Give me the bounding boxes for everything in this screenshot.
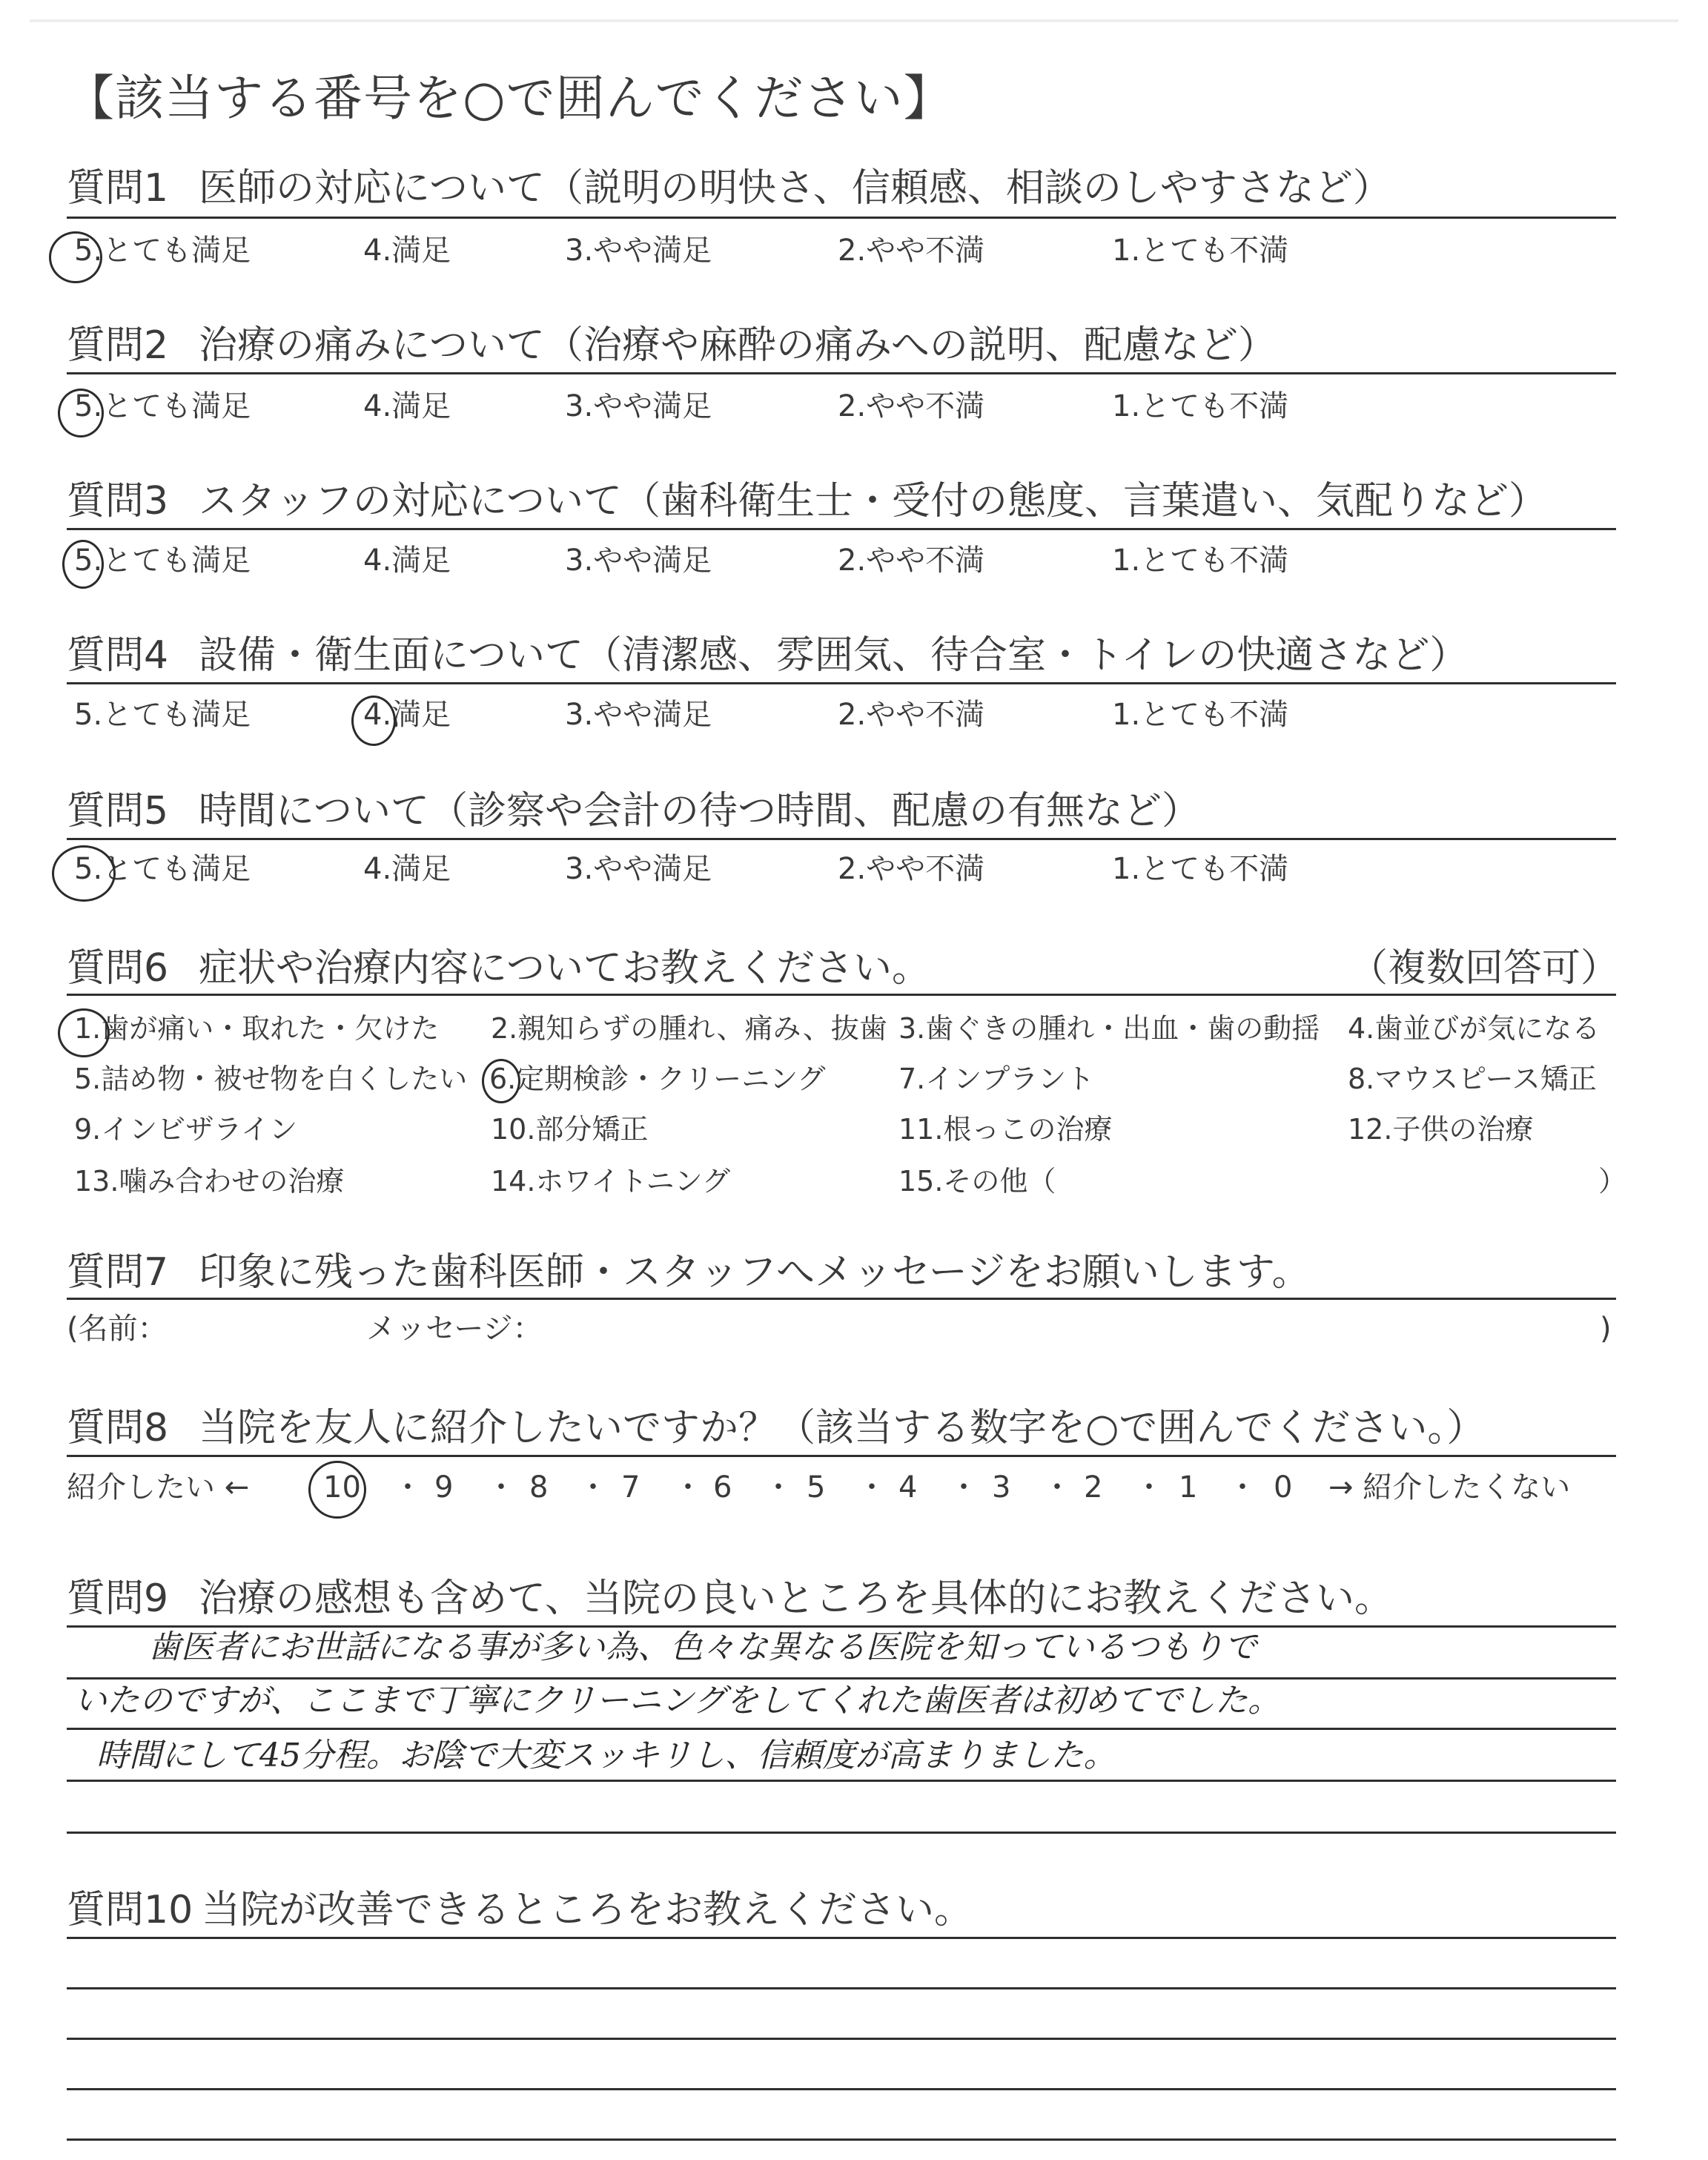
q4-selected-circle: [351, 696, 396, 746]
q9-answer-line: [67, 1780, 1616, 1782]
q1-selected-circle: [49, 231, 102, 283]
page-top-edge: [30, 19, 1678, 22]
q8-scale-5[interactable]: 5: [807, 1470, 826, 1505]
q8-dot: ・: [949, 1470, 979, 1505]
q1-rule: [67, 217, 1616, 219]
q8-scale-1[interactable]: 1: [1179, 1470, 1198, 1505]
q9-answer-line: [67, 1677, 1616, 1680]
q8-selected-circle: [308, 1461, 366, 1519]
q6-text: 症状や治療内容についてお教えください。: [199, 946, 930, 991]
q8-right-label: → 紹介したくない: [1328, 1470, 1571, 1505]
q10-answer-line: [67, 2088, 1616, 2090]
q6-item-12[interactable]: 12.子供の治療: [1348, 1113, 1534, 1146]
q10-label: 質問10: [67, 1888, 193, 1932]
q6-item-2[interactable]: 2.親知らずの腫れ、痛み、抜歯: [491, 1012, 887, 1045]
q5-label: 質問5: [67, 789, 169, 833]
q2-option-5[interactable]: 5.とても満足: [74, 389, 251, 423]
q1-option-5[interactable]: 5.とても満足: [74, 234, 251, 268]
q3-option-1[interactable]: 1.とても不満: [1112, 544, 1289, 578]
q7-text: 印象に残った歯科医師・スタッフへメッセージをお願いします。: [199, 1250, 1311, 1295]
q8-dot: ・: [393, 1470, 423, 1505]
q3-option-5[interactable]: 5.とても満足: [74, 544, 251, 578]
q5-option-2[interactable]: 2.やや不満: [838, 852, 985, 886]
q5-rule: [67, 838, 1616, 840]
q4-option-1[interactable]: 1.とても不満: [1112, 698, 1289, 732]
q8-dot: ・: [1042, 1470, 1072, 1505]
q3-option-3[interactable]: 3.やや満足: [565, 544, 712, 578]
q5-text: 時間について（診察や会計の待つ時間、配慮の有無など）: [199, 789, 1200, 833]
q8-scale-0[interactable]: 0: [1274, 1470, 1293, 1505]
q8-scale-10[interactable]: 10: [323, 1470, 361, 1505]
q8-dot: ・: [1134, 1470, 1164, 1505]
q6-item-14[interactable]: 14.ホワイトニング: [491, 1165, 731, 1198]
q2-text: 治療の痛みについて（治療や麻酔の痛みへの説明、配慮など）: [199, 323, 1277, 368]
q6-rule: [67, 994, 1616, 996]
q9-answer-line: [67, 1728, 1616, 1730]
q10-text: 当院が改善できるところをお教えください。: [202, 1888, 973, 1932]
q3-rule: [67, 528, 1616, 530]
q9-answer-line: [67, 1832, 1616, 1834]
q3-text: スタッフの対応について（歯科衛生士・受付の態度、言葉遣い、気配りなど）: [199, 479, 1547, 524]
q10-rule: [67, 1937, 1616, 1939]
q9-answer-line-2: いたのですが、ここまで丁寧にクリーニングをしてくれた歯医者は初めてでした。: [74, 1682, 1281, 1720]
q8-scale-8[interactable]: 8: [529, 1470, 549, 1505]
q5-selected-circle: [52, 845, 116, 902]
q3-selected-circle: [62, 540, 104, 589]
q6-item-4[interactable]: 4.歯並びが気になる: [1348, 1012, 1601, 1045]
q6-selected-circle-6: [482, 1059, 520, 1103]
q5-option-1[interactable]: 1.とても不満: [1112, 852, 1289, 886]
q6-item-15[interactable]: 15.その他（: [898, 1165, 1056, 1198]
q4-option-2[interactable]: 2.やや不満: [838, 698, 985, 732]
q4-rule: [67, 682, 1616, 684]
q6-multiple-note: （複数回答可）: [1349, 946, 1620, 991]
q6-item-11[interactable]: 11.根っこの治療: [898, 1113, 1113, 1146]
q9-label: 質問9: [67, 1576, 169, 1621]
q8-label: 質問8: [67, 1406, 169, 1450]
q6-item-10[interactable]: 10.部分矯正: [491, 1113, 649, 1146]
q1-option-3[interactable]: 3.やや満足: [565, 234, 712, 268]
q2-option-3[interactable]: 3.やや満足: [565, 389, 712, 423]
q1-option-4[interactable]: 4.満足: [363, 234, 451, 268]
q10-answer-line: [67, 2038, 1616, 2040]
q5-option-3[interactable]: 3.やや満足: [565, 852, 712, 886]
q9-answer-line-1: 歯医者にお世話になる事が多い為、色々な異なる医院を知っているつもりで: [148, 1628, 1257, 1666]
q9-answer-line-3: 時間にして45分程。お陰で大変スッキリし、信頼度が高まりました。: [96, 1737, 1116, 1774]
q8-scale-3[interactable]: 3: [992, 1470, 1011, 1505]
q10-answer-line: [67, 1987, 1616, 1989]
q8-scale-2[interactable]: 2: [1084, 1470, 1103, 1505]
q8-rule: [67, 1455, 1616, 1457]
q6-item-5[interactable]: 5.詰め物・被せ物を白くしたい: [74, 1063, 468, 1095]
q4-option-4[interactable]: 4.満足: [363, 698, 451, 732]
q2-option-2[interactable]: 2.やや不満: [838, 389, 985, 423]
q9-rule: [67, 1625, 1616, 1628]
q3-option-2[interactable]: 2.やや不満: [838, 544, 985, 578]
q8-dot: ・: [857, 1470, 887, 1505]
q4-text: 設備・衛生面について（清潔感、雰囲気、待合室・トイレの快適さなど）: [199, 633, 1469, 678]
q6-item-6[interactable]: 6.定期検診・クリーニング: [489, 1063, 826, 1095]
q4-option-5[interactable]: 5.とても満足: [74, 698, 251, 732]
q7-rule: [67, 1298, 1616, 1300]
q1-option-2[interactable]: 2.やや不満: [838, 234, 985, 268]
q8-dot: ・: [764, 1470, 793, 1505]
q6-item-8[interactable]: 8.マウスピース矯正: [1348, 1063, 1597, 1095]
q6-item-1[interactable]: 1.歯が痛い・取れた・欠けた: [74, 1012, 440, 1045]
q10-answer-line: [67, 2138, 1616, 2141]
q3-option-4[interactable]: 4.満足: [363, 544, 451, 578]
q8-scale-6[interactable]: 6: [713, 1470, 732, 1505]
q8-left-label: 紹介したい ←: [67, 1470, 250, 1505]
q2-option-1[interactable]: 1.とても不満: [1112, 389, 1289, 423]
q1-text: 医師の対応について（説明の明快さ、信頼感、相談のしやすさなど）: [199, 166, 1391, 211]
q8-scale-9[interactable]: 9: [434, 1470, 454, 1505]
q8-text: 当院を友人に紹介したいですか？（該当する数字を○で囲んでください。）: [199, 1406, 1486, 1450]
q2-selected-circle: [58, 389, 104, 437]
q8-dot: ・: [673, 1470, 703, 1505]
q2-label: 質問2: [67, 323, 169, 368]
q6-selected-circle-1: [58, 1008, 110, 1057]
q8-scale-4[interactable]: 4: [898, 1470, 918, 1505]
q8-scale-7[interactable]: 7: [621, 1470, 640, 1505]
q8-dot: ・: [1228, 1470, 1257, 1505]
q3-label: 質問3: [67, 479, 169, 524]
q6-item-3[interactable]: 3.歯ぐきの腫れ・出血・歯の動揺: [898, 1012, 1320, 1045]
q6-item-7[interactable]: 7.インプラント: [898, 1063, 1095, 1095]
q5-option-4[interactable]: 4.満足: [363, 852, 451, 886]
q4-option-3[interactable]: 3.やや満足: [565, 698, 712, 732]
q5-option-5[interactable]: 5.とても満足: [74, 852, 251, 886]
q2-option-4[interactable]: 4.満足: [363, 389, 451, 423]
q7-label: 質問7: [67, 1250, 169, 1295]
q6-label: 質問6: [67, 946, 169, 991]
q6-item-9[interactable]: 9.インビザライン: [74, 1113, 298, 1146]
q4-label: 質問4: [67, 633, 169, 678]
q1-label: 質問1: [67, 166, 169, 211]
q6-item-13[interactable]: 13.噛み合わせの治療: [74, 1165, 345, 1198]
q7-close-paren: ): [1600, 1312, 1612, 1346]
q2-rule: [67, 372, 1616, 374]
q7-name-label: (名前：: [67, 1312, 168, 1346]
form-title: 【該当する番号を○で囲んでください】: [65, 70, 953, 127]
q8-dot: ・: [486, 1470, 516, 1505]
q9-text: 治療の感想も含めて、当院の良いところを具体的にお教えください。: [199, 1576, 1393, 1621]
q7-message-label: メッセージ：: [366, 1312, 543, 1346]
q8-dot: ・: [578, 1470, 608, 1505]
q1-option-1[interactable]: 1.とても不満: [1112, 234, 1289, 268]
q6-item-15-close-paren: ）: [1598, 1165, 1627, 1198]
